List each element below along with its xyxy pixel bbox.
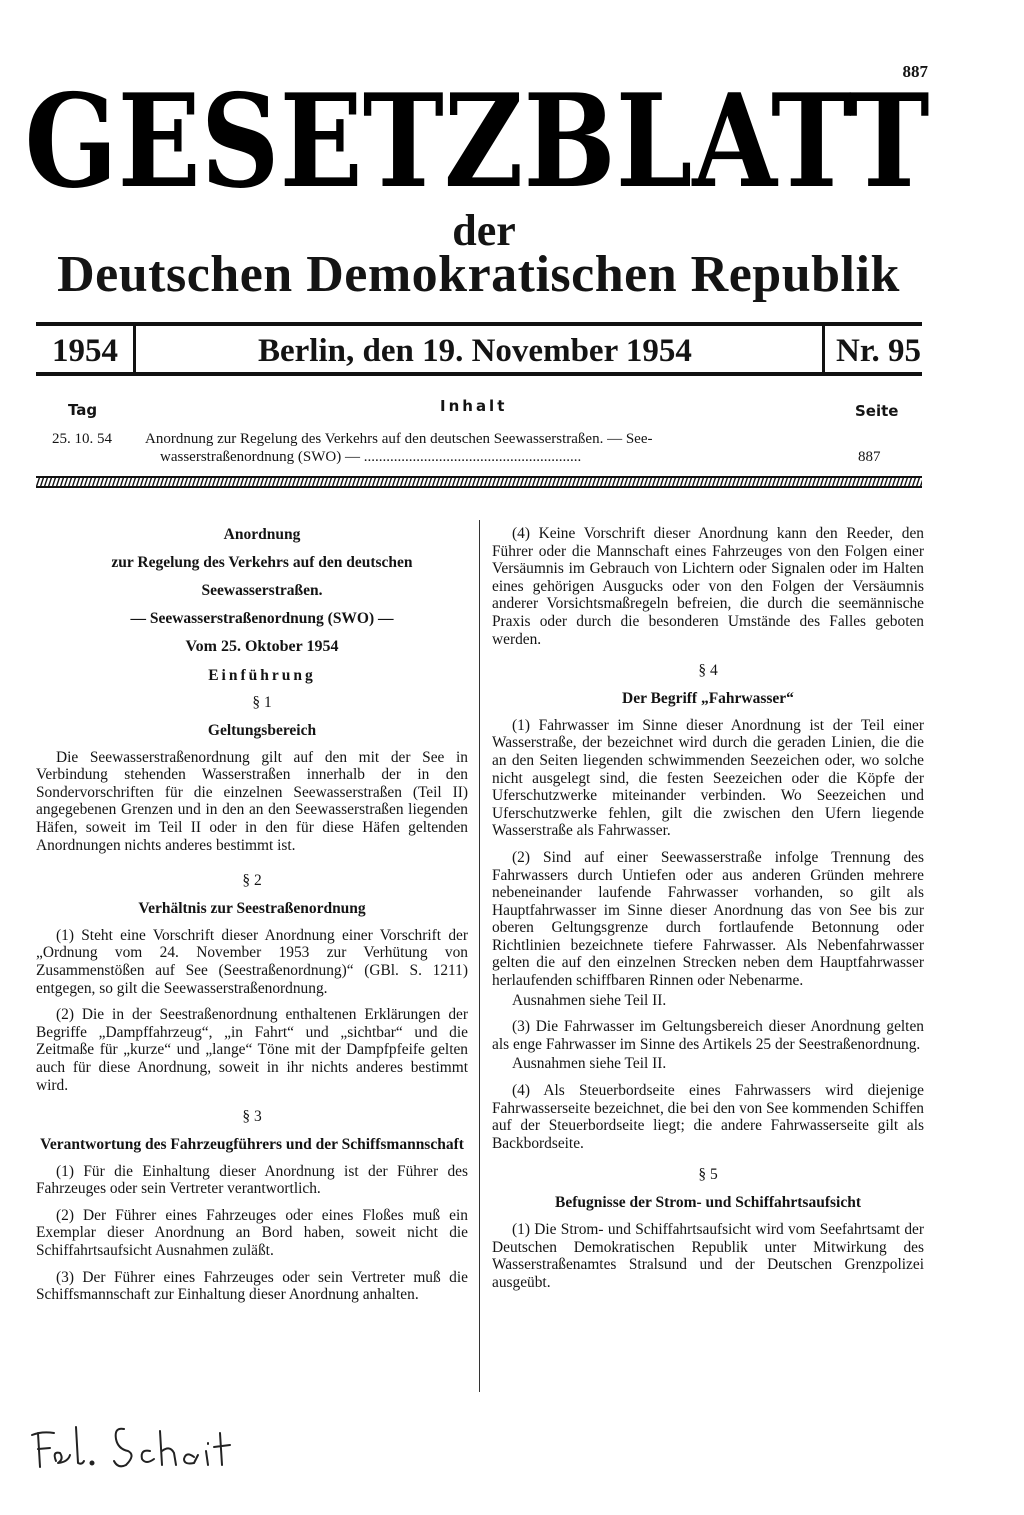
paragraph-3-clause-4: (4) Keine Vorschrift dieser Anordnung kann den Reeder, den Führer oder die Mannschaft eines Fahrzeuges von den Folgen einer Versäumnis im Gebrauch von Lichtern oder Signalen oder im Halten eines gehörigen Ausgucks oder von den Folgen der Versäumnis anderer Vorsichtsmaßregeln befreien, die durch die seemännische Praxis oder durch die besonderen Umstände des Falles geboten werden. bbox=[492, 525, 924, 648]
toc-entry-page: 887 bbox=[858, 449, 881, 465]
paragraph-3-clause-1: (1) Für die Einhaltung dieser Anordnung ist der Führer des Fahrzeuges oder sein Vertreter verantwortlich. bbox=[36, 1162, 468, 1198]
paragraph-4-clause-3-exceptions: Ausnahmen siehe Teil II. bbox=[512, 1055, 667, 1073]
ordinance-heading-line3: Seewasserstraßen. bbox=[201, 582, 323, 599]
paragraph-3-clause-2: (2) Der Führer eines Fahrzeuges oder eines Floßes muß ein Exemplar dieser Anordnung an Bord haben, soweit nicht die Schiffahrtsaufsicht Ausnahmen zuläßt. bbox=[36, 1206, 468, 1260]
issue-bar-divider-left bbox=[133, 325, 136, 373]
decorative-rule bbox=[36, 476, 922, 488]
masthead-title-text: GESETZBLATT bbox=[24, 68, 930, 198]
paragraph-4-clause-2-exceptions: Ausnahmen siehe Teil II. bbox=[512, 991, 667, 1009]
paragraph-4-clause-2: (2) Sind auf einer Seewasserstraße infolge Trennung des Fahrwassers durch Untiefen oder aus anderen Gründen mehrere nebeneinander laufende Fahrwasser vorhanden, so gilt als Hauptfahrwasser im Sinne dieser Anordnung das von See bis zur oberen Geltungsgrenze durch fortlaufende Betonnung oder Richtlinien bezeichnete tiefere Fahrwasser. Als Nebenfahrwasser gelten die auf den einzelnen Strecken neben dem Hauptfahrwasser herlaufenden schiffbaren Rinnen oder Nebenarme. bbox=[492, 848, 924, 990]
paragraph-4-title: Der Begriff „Fahrwasser“ bbox=[622, 689, 794, 707]
handwritten-signature bbox=[28, 1415, 238, 1485]
paragraph-5-number: § 5 bbox=[698, 1166, 718, 1184]
ordinance-heading: Anordnung bbox=[223, 526, 301, 543]
paragraph-5-title: Befugnisse der Strom- und Schiffahrtsaufsicht bbox=[554, 1194, 861, 1211]
issue-number: Nr. 95 bbox=[836, 333, 921, 369]
paragraph-2-number: § 2 bbox=[242, 872, 262, 890]
paragraph-3-number: § 3 bbox=[242, 1108, 262, 1126]
masthead-title bbox=[20, 68, 935, 198]
paragraph-2-clause-2: (2) Die in der Seestraßenordnung enthaltenen Erklärungen der Begriffe „Dampffahrzeug“, „in Fahrt“ und „sichtbar“ und die Zeitmaße für „kurze“ und „lange“ Töne mit der Dampfpfeife gelten auch für diese Anordnung, soweit in ihr nichts anderes bestimmt wird. bbox=[36, 1006, 468, 1094]
issue-place-date: Berlin, den 19. November 1954 bbox=[258, 333, 692, 369]
paragraph-4-clause-3: (3) Die Fahrwasser im Geltungsbereich dieser Anordnung gelten als enge Fahrwasser im Sinne des Artikels 25 der Seestraßenordnung. bbox=[492, 1018, 924, 1053]
toc-col-tag: Tag bbox=[68, 401, 98, 419]
paragraph-2-title: Verhältnis zur Seestraßenordnung bbox=[138, 899, 366, 917]
paragraph-3-clause-3: (3) Der Führer eines Fahrzeuges oder sein Vertreter muß die Schiffsmannschaft zur Einhaltung dieser Anordnung anhalten. bbox=[36, 1268, 468, 1304]
ordinance-date: Vom 25. Oktober 1954 bbox=[185, 638, 339, 655]
paragraph-4-clause-4: (4) Als Steuerbordseite eines Fahrwassers wird diejenige Fahrwasserseite bezeichnet, die bei den von See kommenden Schiffen auf der Steuerbordseite liegt; die andere Fahrwasserseite gilt als Backbordseite. bbox=[492, 1082, 924, 1152]
ordinance-short-title: — Seewasserstraßenordnung (SWO) — bbox=[130, 610, 394, 627]
paragraph-2-clause-1: (1) Steht eine Vorschrift dieser Anordnung einer Vorschrift der „Ordnung vom 24. November 1953 zur Verhütung von Zusammenstößen auf See (Seestraßenordnung)“ (GBl. S. 1211) entgegen, so gilt die Seewasserstraßenordnung. bbox=[36, 926, 468, 997]
column-divider bbox=[479, 520, 480, 1392]
page-number: 887 bbox=[902, 62, 928, 81]
issue-bar-top-rule bbox=[36, 322, 922, 326]
section-einfuehrung: Einführung bbox=[208, 667, 316, 684]
paragraph-4-number: § 4 bbox=[698, 662, 718, 680]
masthead-der: der bbox=[452, 206, 516, 255]
issue-bar-divider-right bbox=[822, 325, 825, 373]
toc-entry-line1: Anordnung zur Regelung des Verkehrs auf den deutschen Seewasserstraßen. — See- bbox=[145, 431, 653, 447]
issue-year: 1954 bbox=[52, 333, 118, 369]
ordinance-heading-line2: zur Regelung des Verkehrs auf den deutschen bbox=[111, 554, 413, 571]
paragraph-3-title: Verantwortung des Fahrzeugführers und der Schiffsmannschaft bbox=[40, 1135, 464, 1153]
paragraph-4-clause-1: (1) Fahrwasser im Sinne dieser Anordnung ist der Teil einer Wasserstraße, der bezeichnet wird durch die geraden Linien, die die an den Seiten liegenden schwimmenden Seezeichen oder, wo solche nicht ausgelegt sind, die festen Seezeichen oder die Köpfe der Uferschutzwerke miteinander verbinden. Wo Seezeichen und Uferschutzwerke fehlen, gilt die zwischen den Ufern liegende Wasserstraße als Fahrwasser. bbox=[492, 716, 924, 840]
issue-bar-bottom-rule bbox=[36, 372, 922, 376]
toc-entry-date: 25. 10. 54 bbox=[52, 431, 112, 447]
right-column bbox=[492, 525, 924, 1300]
left-column bbox=[36, 525, 468, 1313]
toc-entry-line2: wasserstraßenordnung (SWO) — .......................................................... bbox=[160, 449, 582, 465]
paragraph-1-number: § 1 bbox=[252, 694, 272, 711]
paragraph-5-clause-1: (1) Die Strom- und Schiffahrtsaufsicht wird vom Seefahrtsamt der Deutschen Demokratischen Republik unter Mitwirkung des Wasserstraßenamtes Stralsund und der Deutschen Grenzpolizei ausgeübt. bbox=[492, 1221, 924, 1291]
masthead-subtitle: Deutschen Demokratischen Republik bbox=[57, 246, 900, 303]
toc-col-inhalt: Inhalt bbox=[440, 397, 508, 415]
toc-col-seite: Seite bbox=[855, 402, 899, 420]
paragraph-1-text: Die Seewasserstraßenordnung gilt auf den mit der See in Verbindung stehenden Wasserstraßen innerhalb der in den Sondervorschriften für die einzelnen Seewasserstraßen (Teil II) angegebenen Grenzen und in den an den Seewasserstraßen liegenden Häfen, soweit im Teil II oder in den für diese Häfen geltenden Anordnungen nichts anderes bestimmt ist. bbox=[36, 748, 468, 854]
paragraph-1-title: Geltungsbereich bbox=[207, 721, 317, 739]
